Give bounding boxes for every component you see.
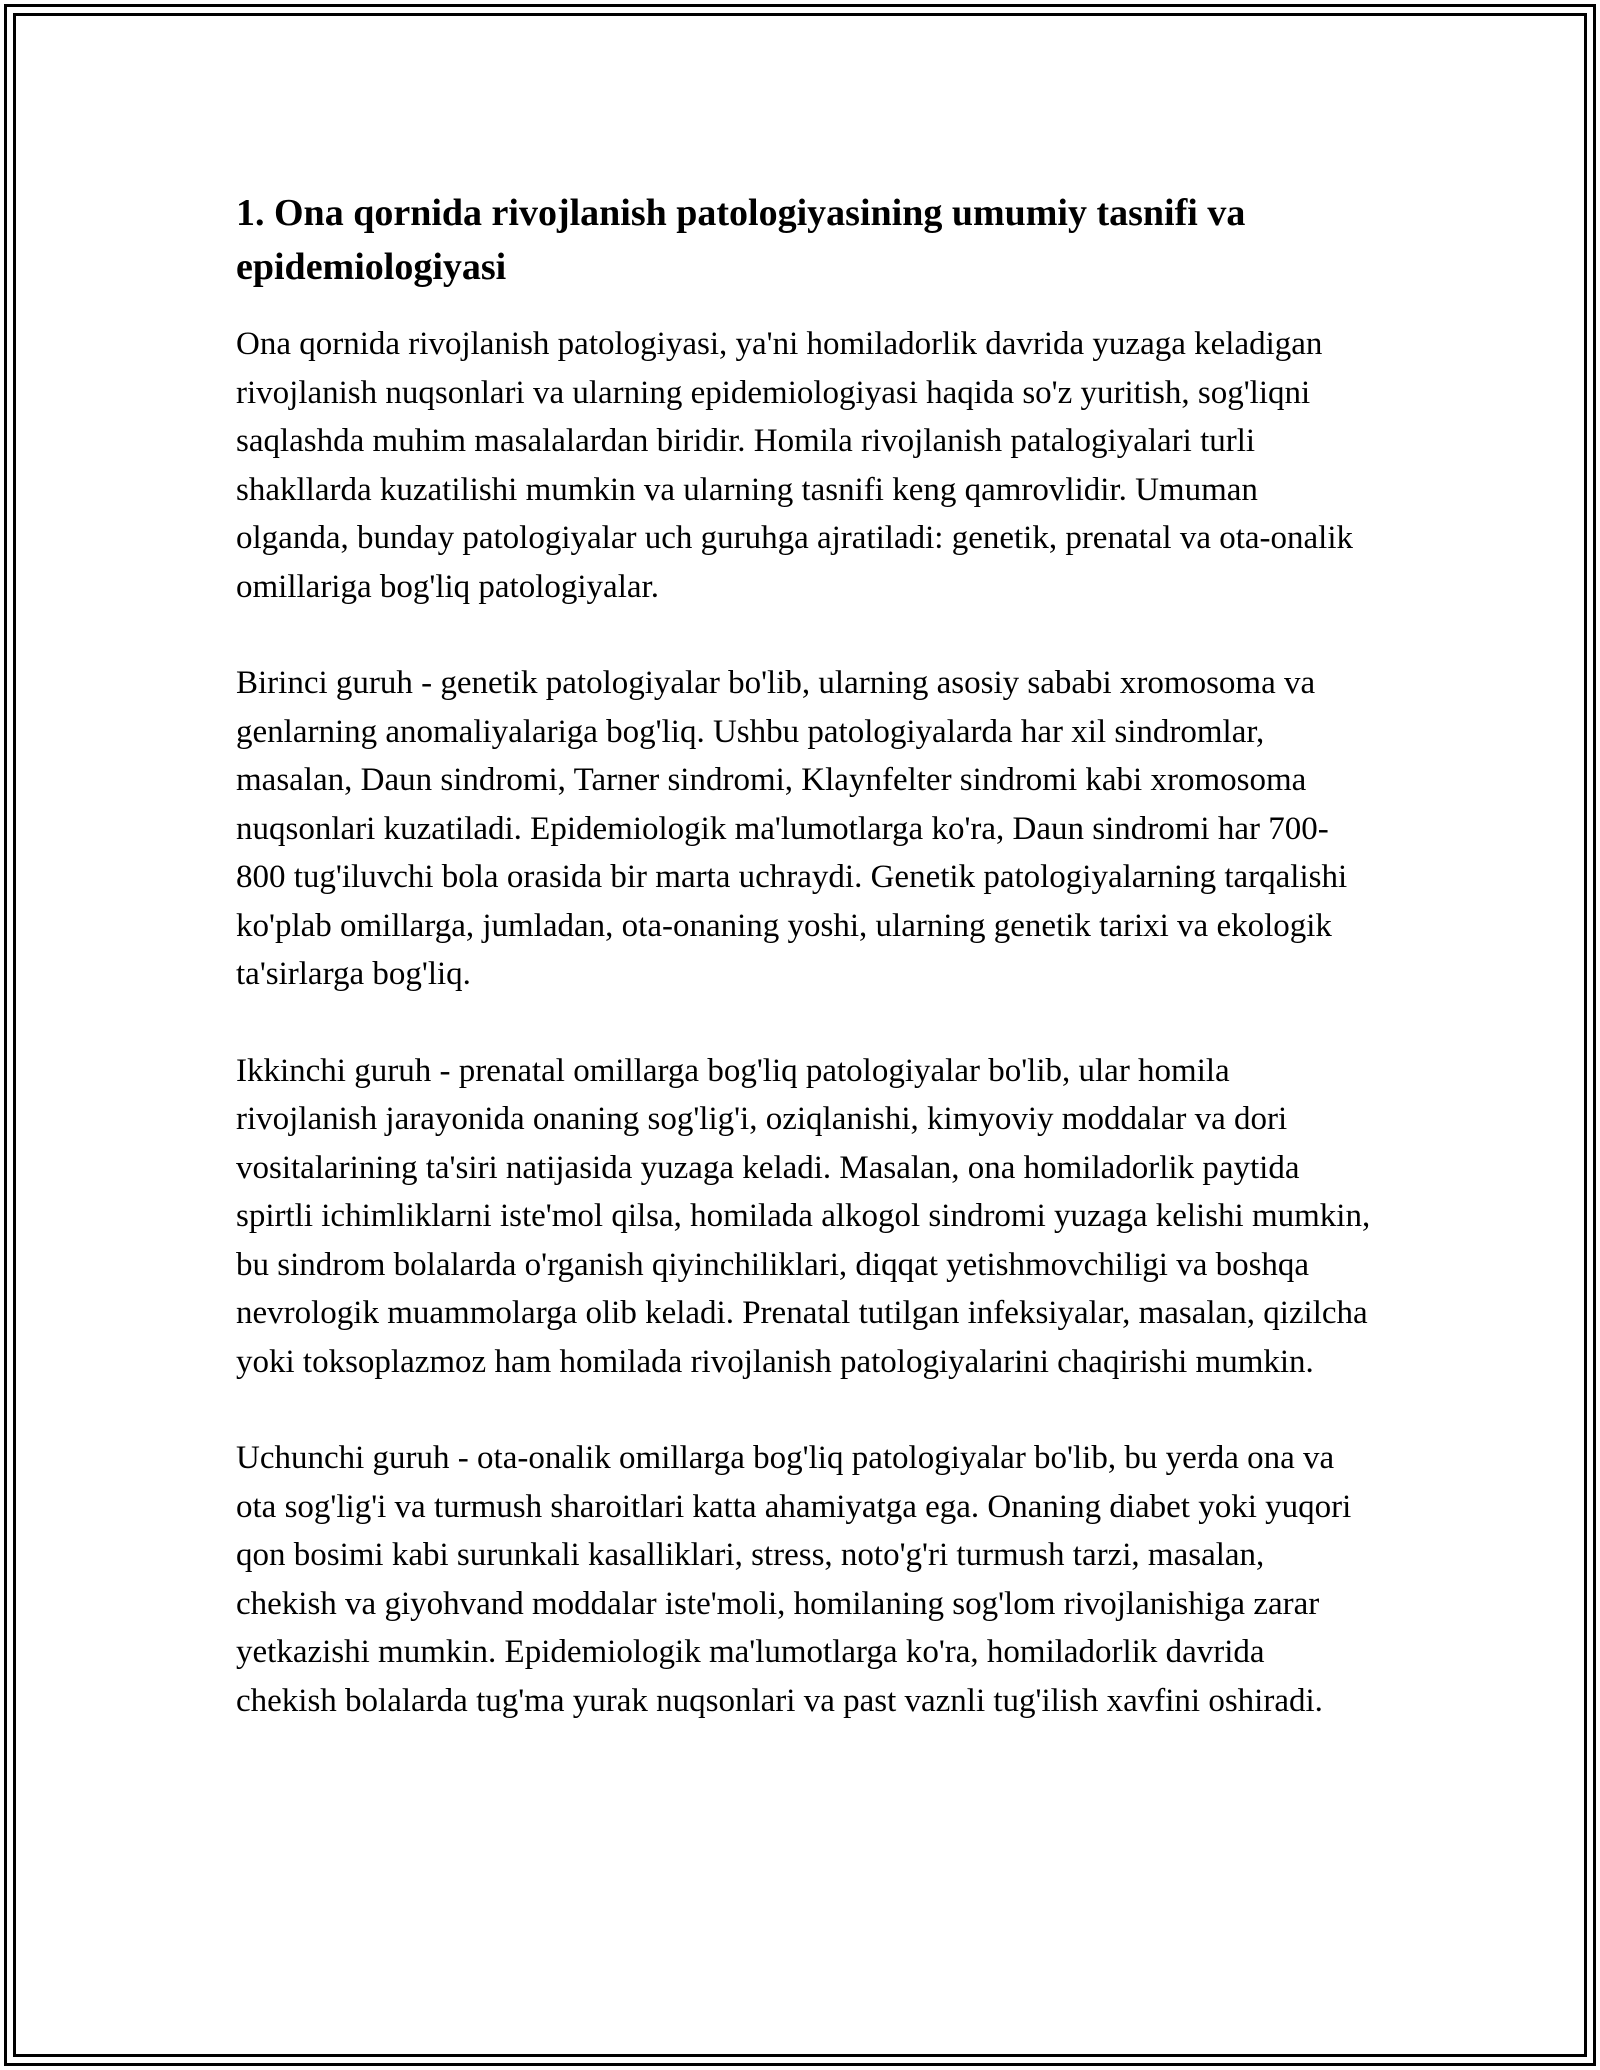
paragraph-prenatal-group: Ikkinchi guruh - prenatal omillarga bog'liq patologiyalar bo'lib, ular homila rivojlanish jarayonida onaning sog'lig'i, oziqlanishi, kimyoviy moddalar va dori vositalarining ta'siri natijasida yuzaga keladi. Masalan, ona homiladorlik paytida spirtli ichimliklarni iste'mol qilsa, homilada alkogol sindromi yuzaga kelishi mumkin, bu sindrom bolalarda o'rganish qiyinchiliklari, diqqat yetishmovchiligi va boshqa nevrologik muammolarga olib keladi. Prenatal tutilgan infeksiyalar, masalan, qizilcha yoki toksoplazmoz ham homilada rivojlanish patologiyalarini chaqirishi mumkin. xyxy=(236,1052,1371,1380)
document-body xyxy=(236,186,1372,1773)
paragraph-intro: Ona qornida rivojlanish patologiyasi, ya'ni homiladorlik davrida yuzaga keladigan rivojlanish nuqsonlari va ularning epidemiologiyasi haqida so'z yuritish, sog'liqni saqlashda muhim masalalardan biridir. Homila rivojlanish patalogiyalari turli shakllarda kuzatilishi mumkin va ularning tasnifi keng qamrovlidir. Umuman olganda, bunday patologiyalar uch guruhga ajratiladi: genetik, prenatal va ota-onalik omillariga bog'liq patologiyalar. xyxy=(236,326,1354,605)
section-heading: 1. Ona qornida rivojlanish patologiyasining umumiy tasnifi va epidemiologiyasi xyxy=(236,192,1246,288)
paragraph-parental-group: Uchunchi guruh - ota-onalik omillarga bog'liq patologiyalar bo'lib, bu yerda ona va ota sog'lig'i va turmush sharoitlari katta ahamiyatga ega. Onaning diabet yoki yuqori qon bosimi kabi surunkali kasalliklari, stress, noto'g'ri turmush tarzi, masalan, chekish va giyohvand moddalar iste'moli, homilaning sog'lom rivojlanishiga zarar yetkazishi mumkin. Epidemiologik ma'lumotlarga ko'ra, homiladorlik davrida chekish bolalarda tug'ma yurak nuqsonlari va past vaznli tug'ilish xavfini oshiradi. xyxy=(236,1440,1352,1719)
paragraph-genetic-group: Birinci guruh - genetik patologiyalar bo'lib, ularning asosiy sababi xromosoma va genlarning anomaliyalariga bog'liq. Ushbu patologiyalarda har xil sindromlar, masalan, Daun sindromi, Tarner sindromi, Klaynfelter sindromi kabi xromosoma nuqsonlari kuzatiladi. Epidemiologik ma'lumotlarga ko'ra, Daun sindromi har 700-800 tug'iluvchi bola orasida bir marta uchraydi. Genetik patologiyalarning tarqalishi ko'plab omillarga, jumladan, ota-onaning yoshi, ularning genetik tarixi va ekologik ta'sirlarga bog'liq. xyxy=(236,665,1348,992)
